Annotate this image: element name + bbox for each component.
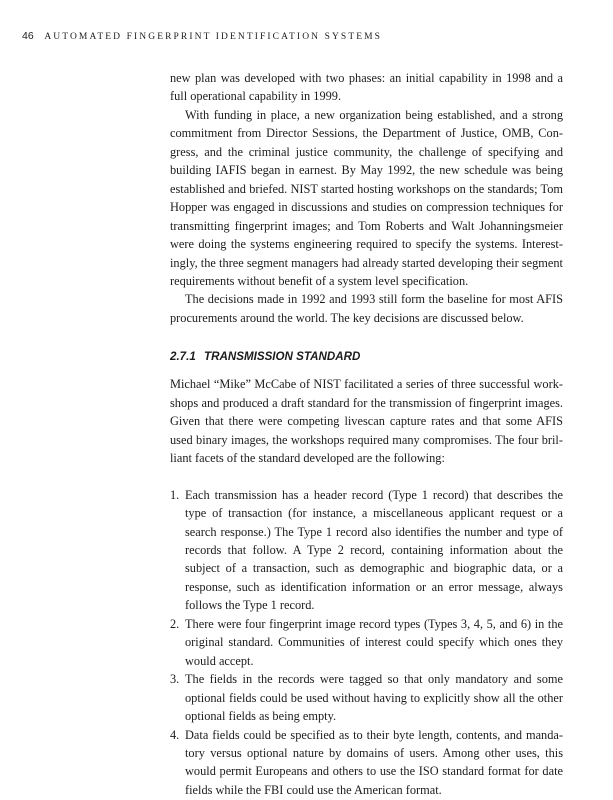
list-item-number: 1. bbox=[170, 487, 180, 502]
list-item-text: Data fields could be specified as to their byte length, contents, and mandatory versus optional nature by domains of users. Among other uses, this would permit Europeans and others to use the ISO standard format for date fields while the FBI could use the American format. bbox=[185, 727, 563, 797]
list-item bbox=[170, 486, 563, 615]
list-item-text: The fields in the records were tagged so that only mandatory and some optional fields could be used without having to explicitly show all the other optional fields as being empty. bbox=[185, 672, 563, 724]
running-head-title: AUTOMATED FINGERPRINT IDENTIFICATION SYSTEMS bbox=[44, 32, 383, 42]
list-item bbox=[170, 726, 563, 800]
section-heading bbox=[170, 349, 563, 365]
section-title: TRANSMISSION STANDARD bbox=[204, 350, 361, 364]
body-text bbox=[170, 69, 563, 799]
list-item-text: Each transmission has a header record (Type 1 record) that describes the type of transaction (for instance, a miscellaneous applicant request or a search response.) The Type 1 record also identifies the number and type of records that follow. A Type 2 record, containing information about the subject of a transaction, such as demographic and biographic data, or a response, such as identification information or an error message, always follows the Type 1 record. bbox=[185, 487, 563, 613]
list-item-number: 2. bbox=[170, 616, 180, 631]
list-item bbox=[170, 670, 563, 725]
list-item-text: There were four fingerprint image record types (Types 3, 4, 5, and 6) in the original standard. Communities of interest could specify which ones they would accept. bbox=[185, 616, 563, 668]
page-number: 46 bbox=[22, 30, 34, 42]
facets-list bbox=[170, 486, 563, 800]
running-head bbox=[22, 30, 582, 43]
paragraph-continuation: new plan was developed with two phases: an initial capability in 1998 and a full operational capability in 1999. bbox=[170, 71, 563, 104]
section-number: 2.7.1 bbox=[170, 350, 196, 364]
list-item-number: 4. bbox=[170, 727, 180, 742]
paragraph-funding: With funding in place, a new organization being established, and a strong commitment from Director Sessions, the Department of Justice, OMB, Congress, and the criminal justice community, the challenge of specifying and building IAFIS began in earnest. By May 1992, the new schedule was being established and briefed. NIST started hosting workshops on the standards; Tom Hopper was engaged in discussions and studies on compression techniques for transmitting fingerprint images; and Tom Roberts and Walt Johanningsmeier were doing the systems engineering required to specify the systems. Interestingly, the three segment managers had already started developing their segment requirements without benefit of a system level specification. bbox=[170, 107, 563, 288]
list-item bbox=[170, 615, 563, 670]
paragraph-section-intro: Michael “Mike” McCabe of NIST facilitated a series of three successful workshops and produced a draft standard for the transmission of fingerprint images. Given that there were competing livescan capture rates and that some AFIS used binary images, the workshops required many compromises. The four brilliant facets of the standard developed are the following: bbox=[170, 377, 563, 466]
list-item-number: 3. bbox=[170, 672, 180, 687]
paragraph-decisions: The decisions made in 1992 and 1993 still form the baseline for most AFIS procurements around the world. The key decisions are discussed below. bbox=[170, 292, 563, 325]
